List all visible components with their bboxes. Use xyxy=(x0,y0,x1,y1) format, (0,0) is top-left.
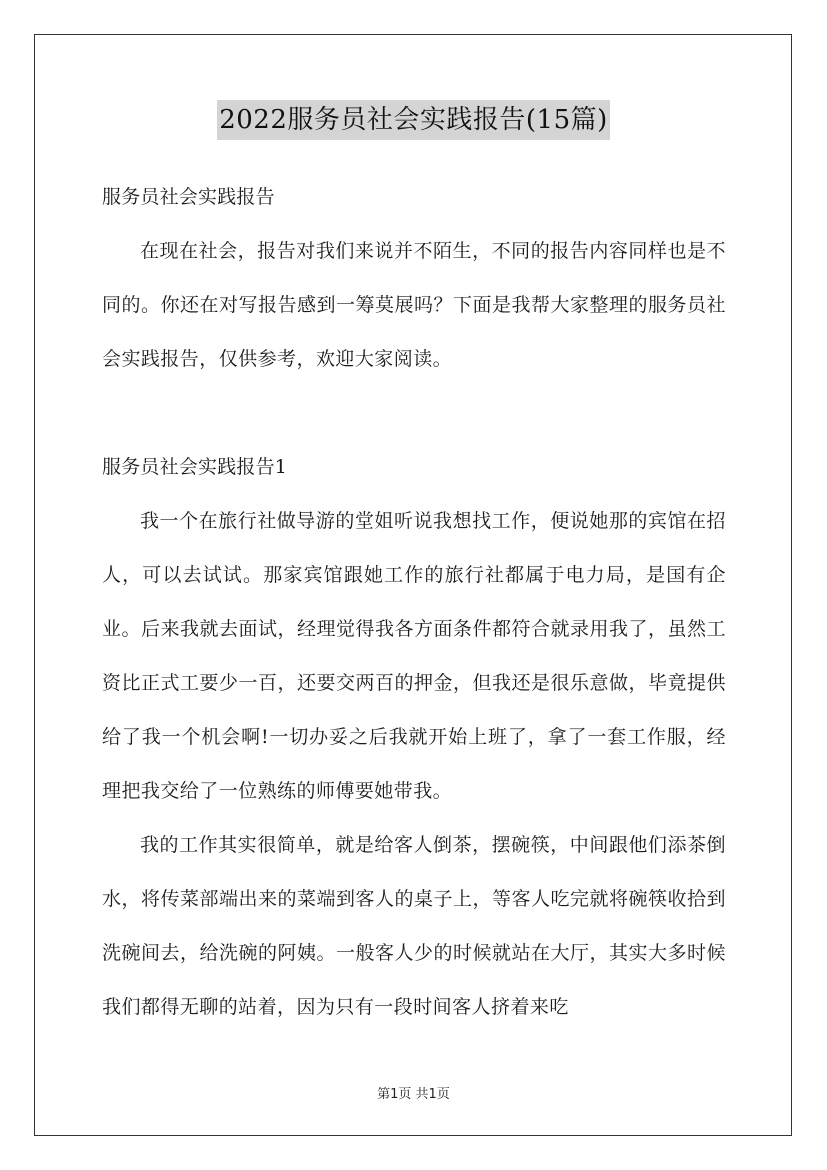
page-footer: 第1页 共1页 xyxy=(377,1087,450,1102)
section-heading-1: 服务员社会实践报告1 xyxy=(102,456,288,478)
section-heading-intro: 服务员社会实践报告 xyxy=(102,186,275,208)
document-body xyxy=(102,170,726,1034)
body-paragraph-2: 我的工作其实很简单，就是给客人倒茶，摆碗筷，中间跟他们添茶倒水，将传菜部端出来的菜端到客人的桌子上，等客人吃完就将碗筷收拾到洗碗间去，给洗碗的阿姨。一般客人少的时候就站在大厅，其实大多时候我们都得无聊的站着，因为只有一段时间客人挤着来吃 xyxy=(102,834,726,1018)
intro-paragraph: 在现在社会，报告对我们来说并不陌生，不同的报告内容同样也是不同的。你还在对写报告感到一筹莫展吗？下面是我帮大家整理的服务员社会实践报告，仅供参考，欢迎大家阅读。 xyxy=(102,240,726,370)
paragraph-spacer xyxy=(102,386,726,440)
body-paragraph-1: 我一个在旅行社做导游的堂姐听说我想找工作，便说她那的宾馆在招人，可以去试试。那家宾馆跟她工作的旅行社都属于电力局，是国有企业。后来我就去面试，经理觉得我各方面条件都符合就录用我了，虽然工资比正式工要少一百，还要交两百的押金，但我还是很乐意做，毕竟提供给了我一个机会啊!一切办妥之后我就开始上班了，拿了一套工作服，经理把我交给了一位熟练的师傅要她带我。 xyxy=(102,510,726,802)
title-container xyxy=(0,100,827,140)
document-title: 2022服务员社会实践报告(15篇) xyxy=(217,100,610,140)
